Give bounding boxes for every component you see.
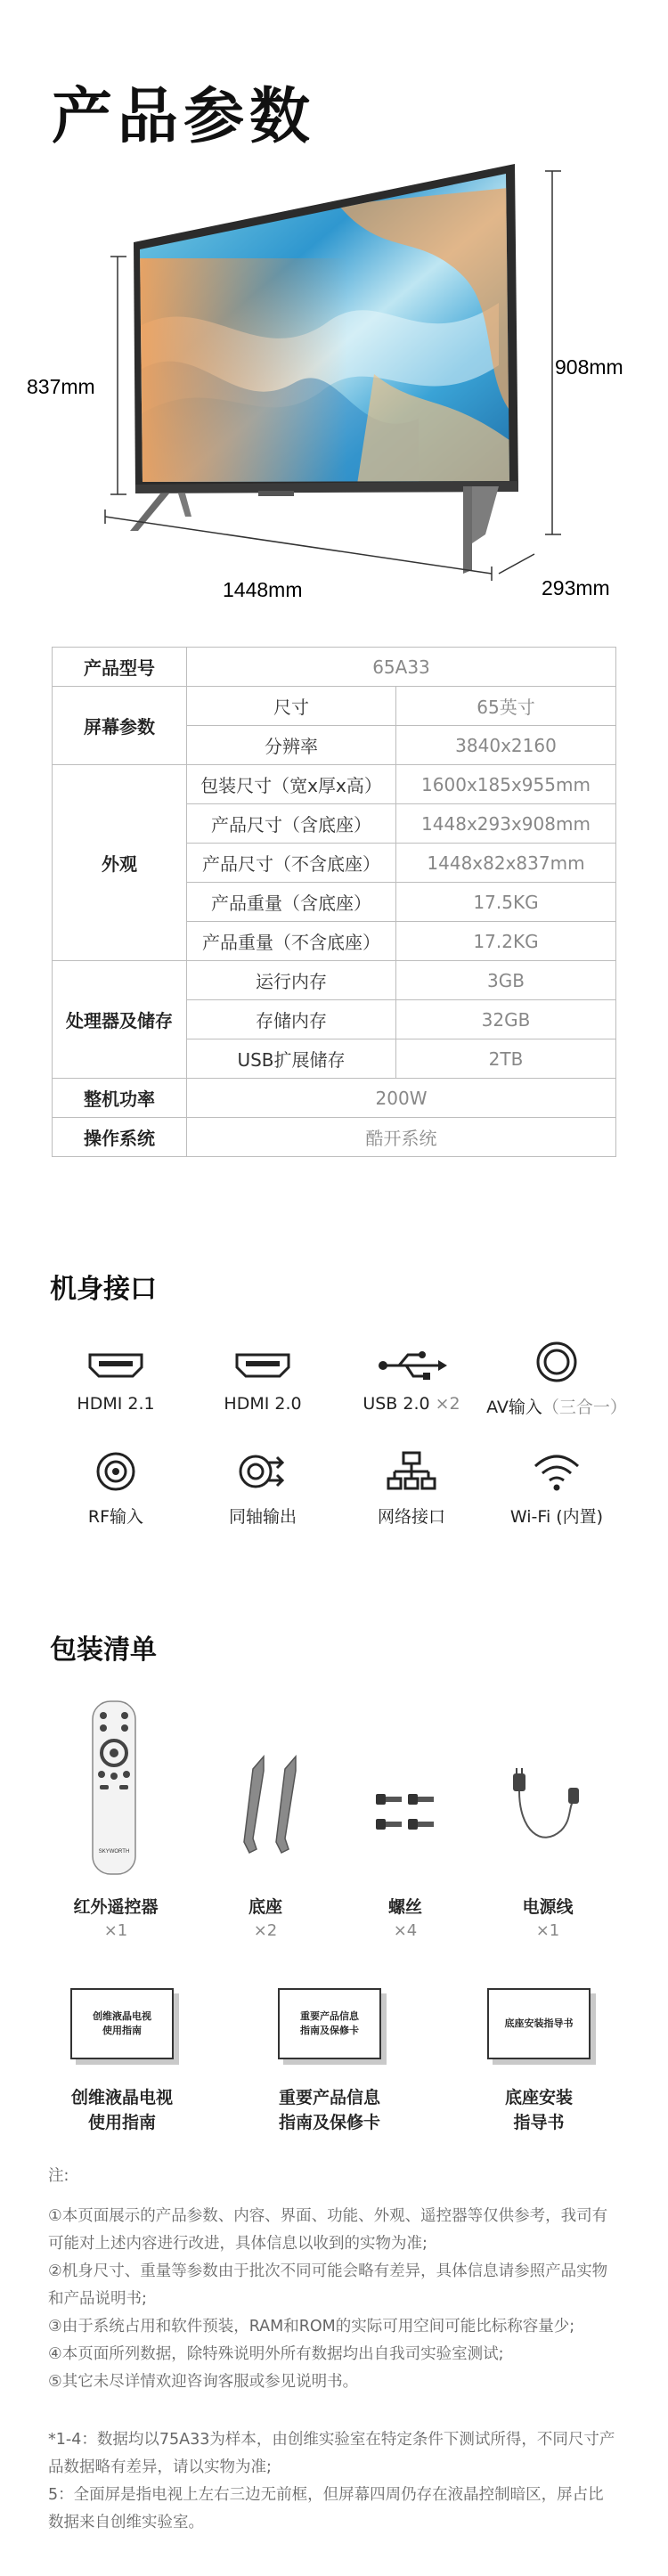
spec-size-label: 尺寸 bbox=[187, 687, 396, 726]
doc-name: 指导书 bbox=[513, 2112, 565, 2132]
remote-control-icon bbox=[89, 1700, 139, 1878]
spec-rom-label: 存储内存 bbox=[187, 1000, 396, 1039]
ports-heading: 机身接口 bbox=[50, 1274, 157, 1305]
doc-card-text: 底座安装指导书 bbox=[504, 2018, 574, 2030]
doc-card-text: 创维液晶电视 bbox=[93, 2010, 151, 2023]
note-item: ②机身尺寸、重量等参数由于批次不同可能会略有差异，具体信息请参照产品实物和产品说明书; bbox=[48, 2262, 608, 2308]
page-title: 产品参数 bbox=[52, 82, 316, 152]
doc-card-text: 重要产品信息 bbox=[300, 2010, 359, 2023]
package-item-cable bbox=[472, 1894, 623, 1940]
spec-ram-label: 运行内存 bbox=[187, 961, 396, 1000]
port-coax bbox=[187, 1450, 338, 1528]
port-label: 网络接口 bbox=[377, 1507, 445, 1527]
spec-cpu-label: 处理器及储存 bbox=[53, 961, 187, 1079]
doc-name: 指南及保修卡 bbox=[278, 2112, 380, 2132]
usb-icon bbox=[376, 1348, 447, 1383]
dim-width: 1448mm bbox=[223, 578, 303, 601]
notes-label: 注: bbox=[48, 2167, 69, 2185]
tv-stand-right bbox=[463, 486, 472, 574]
spec-res-value: 3840x2160 bbox=[396, 726, 616, 765]
spec-size-base-value: 1448x293x908mm bbox=[396, 804, 616, 844]
spec-size-nobase-value: 1448x82x837mm bbox=[396, 844, 616, 883]
power-cable-icon bbox=[506, 1768, 584, 1857]
doc-card-text: 指南及保修卡 bbox=[300, 2025, 359, 2036]
table-row bbox=[53, 961, 616, 1000]
package-doc-warranty bbox=[254, 1988, 405, 2135]
doc-name: 创维液晶电视 bbox=[70, 2088, 173, 2107]
port-wifi bbox=[481, 1450, 632, 1528]
note-item: ⑤其它未尽详情欢迎咨询客服或参见说明书。 bbox=[48, 2373, 359, 2391]
tv-logo-bar bbox=[258, 491, 294, 496]
spec-weight-nobase-label: 产品重量（不含底座） bbox=[187, 922, 396, 961]
doc-card bbox=[278, 1988, 381, 2059]
port-rf bbox=[40, 1450, 191, 1528]
package-item-qty: ×4 bbox=[393, 1921, 418, 1940]
port-label: HDMI 2.1 bbox=[77, 1394, 155, 1414]
av-label: AV输入 bbox=[486, 1398, 542, 1417]
spec-usb-label: USB扩展储存 bbox=[187, 1039, 396, 1079]
package-item-remote bbox=[40, 1894, 191, 1940]
dim-height-total: 908mm bbox=[555, 355, 623, 379]
spec-os-label: 操作系统 bbox=[53, 1118, 187, 1157]
dim-height-screen: 837mm bbox=[27, 375, 95, 398]
spec-power-value: 200W bbox=[187, 1079, 616, 1118]
usb-count: ×2 bbox=[435, 1394, 460, 1414]
tv-illustration bbox=[0, 151, 668, 615]
package-doc-manual bbox=[46, 1988, 198, 2135]
port-label: RF输入 bbox=[87, 1507, 144, 1527]
doc-name: 使用指南 bbox=[87, 2112, 156, 2132]
package-doc-stand-guide bbox=[463, 1988, 615, 2135]
note-item: ①本页面展示的产品参数、内容、界面、功能、外观、遥控器等仅供参考，我司有 可能对上述内容进行改进，具体信息以收到的实物为准; bbox=[48, 2207, 608, 2253]
footnote: *1-4：数据均以75A33为样本，由创维实验室在特定条件下测试所得，不同尺寸产品数据略有差异，请以实物为准; bbox=[48, 2431, 615, 2476]
port-label: 同轴输出 bbox=[228, 1507, 297, 1527]
port-lan bbox=[336, 1450, 487, 1528]
footnote: 5：全面屏是指电视上左右三边无前框，但屏幕四周仍存在液晶控制暗区，屏占比数据来自创维实验室。 bbox=[48, 2486, 604, 2531]
notes bbox=[48, 2163, 618, 2537]
package-item-qty: ×1 bbox=[103, 1921, 128, 1940]
table-row bbox=[53, 765, 616, 804]
package-item-qty: ×1 bbox=[535, 1921, 560, 1940]
port-label bbox=[336, 1394, 487, 1414]
av-icon bbox=[535, 1341, 578, 1383]
doc-card bbox=[487, 1988, 591, 2059]
port-label bbox=[481, 1394, 632, 1418]
table-row bbox=[53, 1079, 616, 1118]
port-label: HDMI 2.0 bbox=[224, 1394, 302, 1414]
spec-table bbox=[52, 647, 616, 1157]
spec-weight-base-value: 17.5KG bbox=[396, 883, 616, 922]
remote-brand: SKYWORTH bbox=[98, 1849, 130, 1855]
spec-weight-base-label: 产品重量（含底座） bbox=[187, 883, 396, 922]
stand-base-icon bbox=[233, 1753, 308, 1860]
spec-model-label: 产品型号 bbox=[53, 648, 187, 687]
usb-label: USB 2.0 bbox=[363, 1394, 430, 1414]
package-item-screw bbox=[330, 1894, 481, 1940]
note-item: ④本页面所列数据，除特殊说明外所有数据均出自我司实验室测试; bbox=[48, 2345, 504, 2363]
spec-screen-label: 屏幕参数 bbox=[53, 687, 187, 765]
spec-pkg-size-label: 包装尺寸（宽x厚x高） bbox=[187, 765, 396, 804]
spec-usb-value: 2TB bbox=[396, 1039, 616, 1079]
network-icon bbox=[387, 1450, 436, 1493]
note-item: ③由于系统占用和软件预装，RAM和ROM的实际可用空间可能比标称容量少; bbox=[48, 2318, 575, 2336]
table-row bbox=[53, 1118, 616, 1157]
hdmi-icon bbox=[85, 1348, 147, 1383]
spec-pkg-size-value: 1600x185x955mm bbox=[396, 765, 616, 804]
port-hdmi21 bbox=[40, 1348, 191, 1414]
port-av bbox=[481, 1341, 632, 1418]
spec-size-base-label: 产品尺寸（含底座） bbox=[187, 804, 396, 844]
package-item-label: 底座 bbox=[248, 1897, 282, 1917]
spec-look-label: 外观 bbox=[53, 765, 187, 961]
package-item-label: 电源线 bbox=[522, 1897, 574, 1917]
doc-card bbox=[70, 1988, 174, 2059]
coax-icon bbox=[238, 1450, 288, 1493]
wifi-icon bbox=[532, 1450, 582, 1493]
av-note: （三合一） bbox=[542, 1398, 627, 1417]
package-item-qty: ×2 bbox=[253, 1921, 278, 1940]
spec-model-value: 65A33 bbox=[187, 648, 616, 687]
spec-power-label: 整机功率 bbox=[53, 1079, 187, 1118]
table-row bbox=[53, 687, 616, 726]
spec-rom-value: 32GB bbox=[396, 1000, 616, 1039]
package-item-label: 红外遥控器 bbox=[73, 1897, 159, 1917]
spec-ram-value: 3GB bbox=[396, 961, 616, 1000]
rf-icon bbox=[94, 1450, 137, 1493]
port-hdmi20 bbox=[187, 1348, 338, 1414]
doc-name: 重要产品信息 bbox=[278, 2088, 380, 2107]
spec-size-value: 65英寸 bbox=[396, 687, 616, 726]
package-heading: 包装清单 bbox=[50, 1634, 157, 1666]
port-label: Wi-Fi (内置) bbox=[509, 1507, 604, 1527]
package-item-base bbox=[190, 1894, 341, 1940]
port-usb bbox=[336, 1348, 487, 1414]
table-row bbox=[53, 648, 616, 687]
package-item-label: 螺丝 bbox=[387, 1897, 422, 1917]
spec-weight-nobase-value: 17.2KG bbox=[396, 922, 616, 961]
spec-size-nobase-label: 产品尺寸（不含底座） bbox=[187, 844, 396, 883]
doc-card-text: 使用指南 bbox=[102, 2025, 142, 2036]
doc-name: 底座安装 bbox=[504, 2088, 573, 2107]
screw-icon bbox=[374, 1787, 436, 1840]
dim-depth: 293mm bbox=[542, 576, 610, 599]
hdmi-icon bbox=[232, 1348, 294, 1383]
spec-res-label: 分辨率 bbox=[187, 726, 396, 765]
spec-os-value: 酷开系统 bbox=[187, 1118, 616, 1157]
